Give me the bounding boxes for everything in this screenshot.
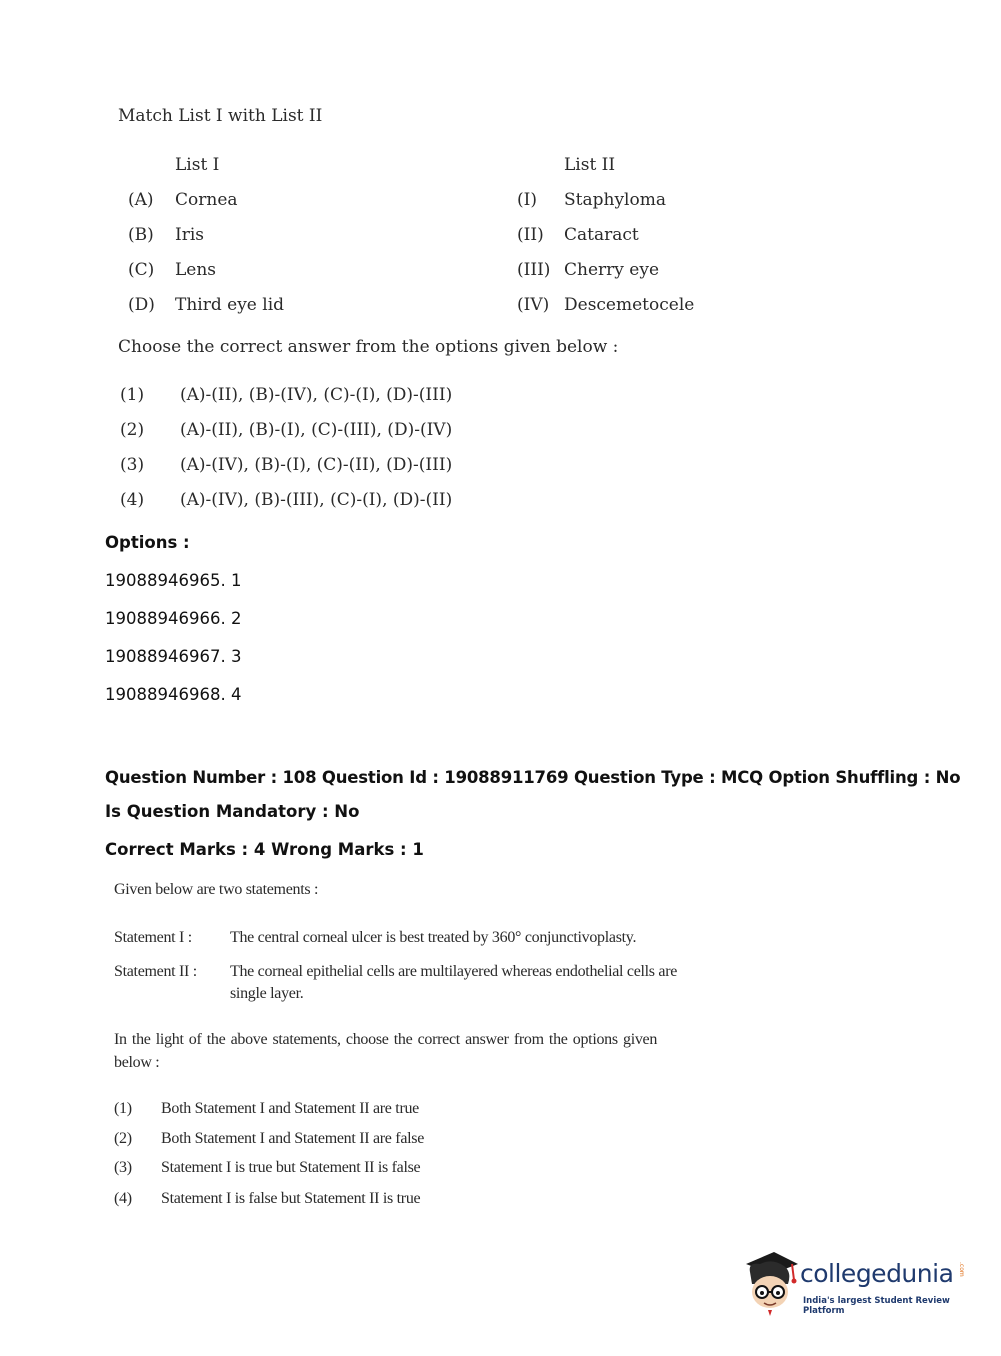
choice-text: Statement I is true but Statement II is false — [161, 1159, 421, 1176]
list2-item: Cataract — [564, 225, 639, 245]
collegedunia-logo — [742, 1250, 972, 1330]
choice-text: Both Statement I and Statement II are true — [161, 1100, 419, 1117]
graduate-mascot-icon — [742, 1250, 800, 1316]
choice-text: (A)-(II), (B)-(I), (C)-(III), (D)-(IV) — [180, 420, 453, 440]
brand-name[interactable]: collegedunia — [800, 1259, 954, 1288]
list2-item: Descemetocele — [564, 295, 695, 315]
question-mandatory: Is Question Mandatory : No — [105, 802, 360, 821]
list2-item: Staphyloma — [564, 190, 666, 210]
list2-label: (II) — [517, 225, 544, 245]
list1-label: (B) — [128, 225, 154, 245]
list2-label: (IV) — [517, 295, 550, 315]
choice-number: (2) — [114, 1130, 132, 1147]
statement-label: Statement I : — [114, 929, 192, 946]
list2-header: List II — [564, 155, 616, 175]
statement-text: The corneal epithelial cells are multilayered whereas endothelial cells are — [230, 963, 678, 980]
q108-instruction: below : — [114, 1054, 160, 1071]
statement-label: Statement II : — [114, 963, 197, 980]
q107-title: Match List I with List II — [118, 106, 323, 126]
choose-instruction: Choose the correct answer from the options given below : — [118, 337, 619, 357]
list2-label: (I) — [517, 190, 537, 210]
list1-label: (C) — [128, 260, 155, 280]
list2-label: (III) — [517, 260, 551, 280]
list1-item: Third eye lid — [175, 295, 285, 315]
question-meta-line: Question Number : 108 Question Id : 19088911769 Question Type : MCQ Option Shuffling : No — [105, 768, 961, 787]
choice-text: Statement I is false but Statement II is true — [161, 1190, 421, 1207]
choice-number: (2) — [120, 420, 145, 440]
list1-item: Lens — [175, 260, 217, 280]
list1-label: (D) — [128, 295, 155, 315]
brand-domain: .com — [958, 1262, 965, 1277]
option-id: 19088946968. 4 — [105, 685, 242, 704]
list2-item: Cherry eye — [564, 260, 660, 280]
choice-number: (1) — [120, 385, 145, 405]
statement-text: single layer. — [230, 985, 304, 1002]
question-marks: Correct Marks : 4 Wrong Marks : 1 — [105, 840, 424, 859]
list1-label: (A) — [128, 190, 154, 210]
options-heading: Options : — [105, 533, 190, 552]
choice-text: Both Statement I and Statement II are false — [161, 1130, 425, 1147]
list1-item: Iris — [175, 225, 205, 245]
choice-number: (3) — [120, 455, 145, 475]
q108-intro: Given below are two statements : — [114, 881, 319, 898]
choice-text: (A)-(II), (B)-(IV), (C)-(I), (D)-(III) — [180, 385, 453, 405]
choice-number: (1) — [114, 1100, 132, 1117]
option-id: 19088946967. 3 — [105, 647, 242, 666]
choice-text: (A)-(IV), (B)-(I), (C)-(II), (D)-(III) — [180, 455, 453, 475]
choice-number: (3) — [114, 1159, 132, 1176]
option-id: 19088946966. 2 — [105, 609, 242, 628]
list1-header: List I — [175, 155, 220, 175]
statement-text: The central corneal ulcer is best treated by 360° conjunctivoplasty. — [230, 929, 637, 946]
option-id: 19088946965. 1 — [105, 571, 242, 590]
choice-text: (A)-(IV), (B)-(III), (C)-(I), (D)-(II) — [180, 490, 453, 510]
choice-number: (4) — [120, 490, 145, 510]
list1-item: Cornea — [175, 190, 238, 210]
q108-instruction: In the light of the above statements, choose the correct answer from the options given — [114, 1031, 658, 1048]
choice-number: (4) — [114, 1190, 132, 1207]
brand-tagline: India's largest Student Review Platform — [803, 1296, 950, 1316]
